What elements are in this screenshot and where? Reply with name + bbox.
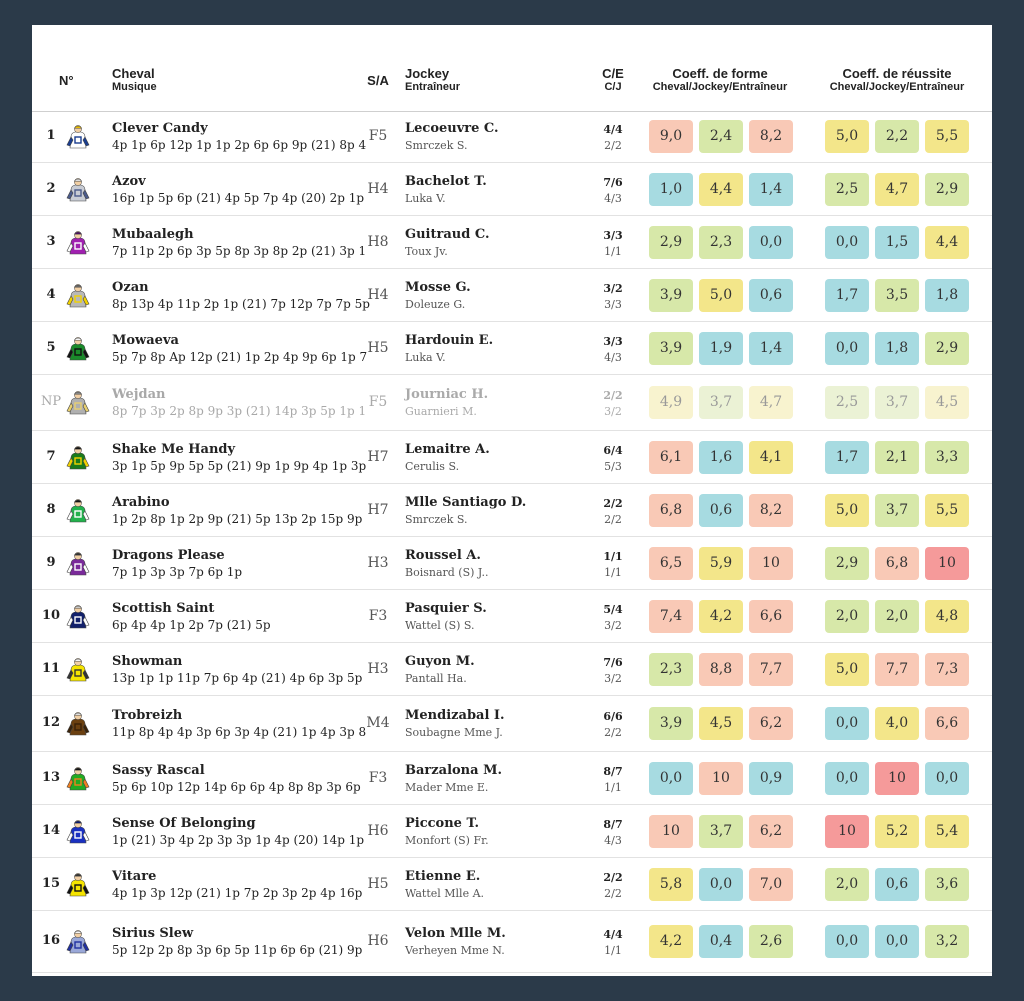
runner-number: 15 [41,876,61,891]
trainer-name[interactable]: Soubagne Mme J. [405,726,503,739]
reussite-coefficient: 5,2 [875,815,919,848]
forme-coefficient: 4,7 [749,386,793,419]
trainer-name[interactable]: Verheyen Mme N. [405,944,505,957]
runner-number: 3 [46,234,56,249]
reussite-coefficient: 2,0 [825,600,869,633]
runner-number: 4 [46,287,56,302]
horse-name[interactable]: Clever Candy [112,121,208,136]
forme-coefficient: 5,0 [699,279,743,312]
forme-coefficient: 7,7 [749,653,793,686]
table-row[interactable] [32,590,992,643]
forme-coefficient: 4,1 [749,441,793,474]
horse-name[interactable]: Mubaalegh [112,227,194,242]
table-row[interactable] [32,696,992,752]
horse-music: 4p 1p 3p 12p (21) 1p 7p 2p 3p 2p 4p 16p [112,886,363,900]
forme-coefficient: 1,4 [749,332,793,365]
grey-yellow-x-silk-icon [65,282,91,308]
header-forme-title: Coeff. de forme [672,66,768,81]
reussite-coefficient: 0,0 [825,226,869,259]
table-row[interactable] [32,269,992,322]
purple-white-silk-icon [65,550,91,576]
header-cheval: Cheval [112,66,155,81]
reussite-coefficient: 7,3 [925,653,969,686]
reussite-coefficient: 0,0 [925,762,969,795]
race-table-panel [32,25,992,976]
forme-coefficient: 0,4 [699,925,743,958]
jockey-name[interactable]: Roussel A. [405,548,481,563]
trainer-name[interactable]: Toux Jv. [405,245,448,258]
table-row[interactable] [32,537,992,590]
table-header [32,25,992,112]
cj-ratio: 1/1 [604,566,622,579]
cj-ratio: 4/3 [604,192,622,205]
forme-coefficient: 8,2 [749,494,793,527]
ce-ratio: 5/4 [603,603,623,616]
forme-coefficient: 2,3 [699,226,743,259]
header-cj: C/J [604,81,622,93]
table-row[interactable] [32,375,992,431]
reussite-coefficient: 3,6 [925,868,969,901]
reussite-coefficient: 1,5 [875,226,919,259]
forme-coefficient: 7,4 [649,600,693,633]
reussite-coefficient: 1,7 [825,441,869,474]
sex-age: H3 [367,661,389,677]
trainer-name[interactable]: Pantall Ha. [405,672,467,685]
horse-name[interactable]: Mowaeva [112,333,179,348]
forme-coefficient: 3,7 [699,386,743,419]
sex-age: H5 [367,340,389,356]
jockey-name[interactable]: Piccone T. [405,816,479,831]
forme-coefficient: 2,9 [649,226,693,259]
navy-white-silk-icon [65,603,91,629]
reussite-coefficient: 2,9 [825,547,869,580]
reussite-coefficient: 5,4 [925,815,969,848]
ce-ratio: 1/1 [603,550,623,563]
ce-ratio: 7/6 [603,656,623,669]
horse-music: 8p 13p 4p 11p 2p 1p (21) 7p 12p 7p 7p 5p [112,297,370,311]
reussite-coefficient: 7,7 [875,653,919,686]
trainer-name[interactable]: Doleuze G. [405,298,466,311]
trainer-name[interactable]: Smrczek S. [405,139,468,152]
table-row[interactable] [32,322,992,375]
jockey-name[interactable]: Lecoeuvre C. [405,121,499,136]
yellow-dots-silk-icon [65,656,91,682]
header-reussite-title: Coeff. de réussite [842,66,952,81]
runner-number: 14 [41,823,61,838]
jockey-name[interactable]: Hardouin E. [405,333,494,348]
forme-coefficient: 4,2 [649,925,693,958]
forme-coefficient: 3,7 [699,815,743,848]
horse-music: 8p 7p 3p 2p 8p 9p 3p (21) 14p 3p 5p 1p 1 [112,404,367,418]
green-yellow-silk-icon [65,444,91,470]
sex-age: F3 [368,608,388,624]
reussite-coefficient: 4,0 [875,707,919,740]
table-row[interactable] [32,643,992,696]
horse-name[interactable]: Showman [112,654,183,669]
jockey-name[interactable]: Mendizabal I. [405,708,505,723]
forme-coefficient: 8,8 [699,653,743,686]
forme-coefficient: 10 [649,815,693,848]
header-entraineur: Entraîneur [405,81,461,93]
horse-name[interactable]: Sirius Slew [112,926,194,941]
jockey-name[interactable]: Velon Mlle M. [405,926,506,941]
reussite-coefficient: 5,5 [925,494,969,527]
horse-name[interactable]: Arabino [112,495,170,510]
trainer-name[interactable]: Smrczek S. [405,513,468,526]
jockey-name[interactable]: Mlle Santiago D. [405,495,527,510]
ce-ratio: 3/3 [603,229,623,242]
sex-age: H7 [367,502,389,518]
jockey-name[interactable]: Guitraud C. [405,227,490,242]
reussite-coefficient: 3,3 [925,441,969,474]
horse-music: 6p 4p 4p 1p 2p 7p (21) 5p [112,618,271,632]
header-forme-sub: Cheval/Jockey/Entraîneur [652,81,788,93]
reussite-coefficient: 0,0 [825,707,869,740]
forme-coefficient: 6,6 [749,600,793,633]
horse-name[interactable]: Trobreizh [112,708,183,723]
horse-music: 1p (21) 3p 4p 2p 3p 3p 1p 4p (20) 14p 1p [112,833,365,847]
forme-coefficient: 6,2 [749,815,793,848]
reussite-coefficient: 4,7 [875,173,919,206]
trainer-name[interactable]: Wattel (S) S. [405,619,475,632]
sex-age: H6 [367,933,389,949]
table-row[interactable] [32,805,992,858]
ce-ratio: 4/4 [603,928,623,941]
runner-number: 8 [46,502,56,517]
reussite-coefficient: 2,0 [875,600,919,633]
forme-coefficient: 7,0 [749,868,793,901]
header-jockey: Jockey [405,66,450,81]
reussite-coefficient: 4,8 [925,600,969,633]
jockey-name[interactable]: Bachelot T. [405,174,487,189]
reussite-coefficient: 0,0 [825,925,869,958]
reussite-coefficient: 1,8 [875,332,919,365]
reussite-coefficient: 4,5 [925,386,969,419]
grey-silk-icon [65,389,91,415]
reussite-coefficient: 0,0 [875,925,919,958]
sex-age: H8 [367,234,389,250]
forme-coefficient: 0,0 [649,762,693,795]
runner-number: 2 [46,181,56,196]
table-row[interactable] [32,752,992,805]
trainer-name[interactable]: Cerulis S. [405,460,460,473]
forme-coefficient: 5,8 [649,868,693,901]
ce-ratio: 6/6 [603,710,623,723]
table-row[interactable] [32,911,992,973]
white-blue-w-icon [65,123,91,149]
forme-coefficient: 9,0 [649,120,693,153]
cj-ratio: 2/2 [604,887,622,900]
horse-music: 7p 1p 3p 3p 7p 6p 1p [112,565,243,579]
cj-ratio: 1/1 [604,781,622,794]
horse-music: 11p 8p 4p 4p 3p 6p 3p 4p (21) 1p 4p 3p 8 [112,725,367,739]
sex-age: H4 [367,181,389,197]
ce-ratio: 2/2 [603,497,623,510]
reussite-coefficient: 3,2 [925,925,969,958]
reussite-coefficient: 5,0 [825,120,869,153]
grey-check-silk-icon [65,176,91,202]
jockey-name[interactable]: Etienne E. [405,869,481,884]
green-orange-silk-icon [65,765,91,791]
reussite-coefficient: 1,8 [925,279,969,312]
trainer-name[interactable]: Monfort (S) Fr. [405,834,489,847]
cj-ratio: 1/1 [604,245,622,258]
reussite-coefficient: 10 [825,815,869,848]
forme-coefficient: 0,9 [749,762,793,795]
sex-age: H6 [367,823,389,839]
cj-ratio: 3/2 [604,619,622,632]
sex-age: F3 [368,770,388,786]
forme-coefficient: 0,0 [699,868,743,901]
forme-coefficient: 4,9 [649,386,693,419]
ce-ratio: 8/7 [603,765,623,778]
forme-coefficient: 2,4 [699,120,743,153]
jockey-name[interactable]: Barzalona M. [405,763,502,778]
horse-music: 7p 11p 2p 6p 3p 5p 8p 3p 8p 2p (21) 3p 1 [112,244,367,258]
sex-age: H5 [367,876,389,892]
reussite-coefficient: 2,0 [825,868,869,901]
horse-name[interactable]: Dragons Please [112,548,225,563]
reussite-coefficient: 3,7 [875,494,919,527]
reussite-coefficient: 0,0 [825,332,869,365]
table-row[interactable] [32,163,992,216]
runner-number: 16 [41,933,61,948]
reussite-coefficient: 5,5 [925,120,969,153]
forme-coefficient: 2,6 [749,925,793,958]
brown-silk-icon [65,710,91,736]
sex-age: M4 [366,715,390,731]
horse-name[interactable]: Shake Me Handy [112,442,236,457]
cj-ratio: 5/3 [604,460,622,473]
sex-age: H4 [367,287,389,303]
runner-number: NP [40,394,62,409]
forme-coefficient: 4,2 [699,600,743,633]
reussite-coefficient: 2,5 [825,386,869,419]
horse-name[interactable]: Scottish Saint [112,601,215,616]
cj-ratio: 2/2 [604,139,622,152]
purple-silk-icon [65,229,91,255]
green-white-silk-icon [65,497,91,523]
cj-ratio: 1/1 [604,944,622,957]
header-ce: C/E [602,66,624,81]
forme-coefficient: 0,0 [749,226,793,259]
horse-music: 16p 1p 5p 6p (21) 4p 5p 7p 4p (20) 2p 1p [112,191,365,205]
sex-age: H7 [367,449,389,465]
forme-coefficient: 0,6 [699,494,743,527]
forme-coefficient: 4,5 [699,707,743,740]
runner-number: 11 [41,661,61,676]
reussite-coefficient: 2,2 [875,120,919,153]
forme-coefficient: 3,9 [649,707,693,740]
table-row[interactable] [32,216,992,269]
sex-age: F5 [368,128,388,144]
reussite-coefficient: 2,9 [925,332,969,365]
runner-number: 5 [46,340,56,355]
horse-name[interactable]: Ozan [112,280,149,295]
horse-music: 4p 1p 6p 12p 1p 1p 2p 6p 6p 9p (21) 8p 4 [112,138,367,152]
forme-coefficient: 10 [699,762,743,795]
reussite-coefficient: 6,6 [925,707,969,740]
runner-number: 1 [46,128,56,143]
table-row[interactable] [32,858,992,911]
reussite-coefficient: 0,0 [825,762,869,795]
trainer-name[interactable]: Mader Mme E. [405,781,489,794]
jockey-name[interactable]: Journiac H. [405,387,489,402]
runner-number: 13 [41,770,61,785]
reussite-coefficient: 5,0 [825,653,869,686]
horse-music: 13p 1p 1p 11p 7p 6p 4p (21) 4p 6p 3p 5p [112,671,363,685]
forme-coefficient: 3,9 [649,279,693,312]
ce-ratio: 4/4 [603,123,623,136]
reussite-coefficient: 10 [925,547,969,580]
ce-ratio: 2/2 [603,871,623,884]
forme-coefficient: 1,6 [699,441,743,474]
reussite-coefficient: 2,5 [825,173,869,206]
forme-coefficient: 10 [749,547,793,580]
header-musique: Musique [112,81,157,93]
forme-coefficient: 6,2 [749,707,793,740]
forme-coefficient: 1,4 [749,173,793,206]
forme-coefficient: 6,5 [649,547,693,580]
cj-ratio: 3/3 [604,298,622,311]
horse-music: 3p 1p 5p 9p 5p 5p (21) 9p 1p 9p 4p 1p 3p [112,459,367,473]
ce-ratio: 2/2 [603,389,623,402]
reussite-coefficient: 3,7 [875,386,919,419]
ce-ratio: 3/2 [603,282,623,295]
jockey-name[interactable]: Guyon M. [405,654,475,669]
cj-ratio: 3/2 [604,672,622,685]
cj-ratio: 4/3 [604,834,622,847]
forme-coefficient: 6,1 [649,441,693,474]
reussite-coefficient: 5,0 [825,494,869,527]
runner-number: 10 [41,608,61,623]
table-row[interactable] [32,111,992,163]
horse-music: 5p 7p 8p Ap 12p (21) 1p 2p 4p 9p 6p 1p 7 [112,350,368,364]
forme-coefficient: 5,9 [699,547,743,580]
reussite-coefficient: 4,4 [925,226,969,259]
cj-ratio: 3/2 [604,405,622,418]
blue-white-silk-icon [65,818,91,844]
table-row[interactable] [32,431,992,484]
horse-music: 5p 6p 10p 12p 14p 6p 6p 4p 8p 8p 3p 6p [112,780,361,794]
cj-ratio: 2/2 [604,513,622,526]
horse-name[interactable]: Azov [112,174,146,189]
forme-coefficient: 1,0 [649,173,693,206]
ce-ratio: 6/4 [603,444,623,457]
trainer-name[interactable]: Boisnard (S) J.. [405,566,489,579]
cj-ratio: 4/3 [604,351,622,364]
table-body [32,111,992,973]
trainer-name[interactable]: Wattel Mlle A. [405,887,485,900]
reussite-coefficient: 2,9 [925,173,969,206]
jockey-name[interactable]: Pasquier S. [405,601,487,616]
green-black-silk-icon [65,335,91,361]
yellow-black-x-silk-icon [65,871,91,897]
ce-ratio: 3/3 [603,335,623,348]
header-sa: S/A [367,73,389,88]
sex-age: H3 [367,555,389,571]
reussite-coefficient: 3,5 [875,279,919,312]
cj-ratio: 2/2 [604,726,622,739]
header-num: N° [59,73,74,88]
trainer-name[interactable]: Guarnieri M. [405,405,477,418]
horse-music: 5p 12p 2p 8p 3p 6p 5p 11p 6p 6p (21) 9p [112,943,363,957]
jockey-name[interactable]: Lemaitre A. [405,442,490,457]
runner-number: 12 [41,715,61,730]
reussite-coefficient: 2,1 [875,441,919,474]
table-row[interactable] [32,484,992,537]
reussite-coefficient: 0,6 [875,868,919,901]
forme-coefficient: 3,9 [649,332,693,365]
runner-number: 9 [46,555,56,570]
forme-coefficient: 8,2 [749,120,793,153]
ce-ratio: 7/6 [603,176,623,189]
trainer-name[interactable]: Luka V. [405,351,446,364]
grey-blue-silk-icon [65,928,91,954]
forme-coefficient: 1,9 [699,332,743,365]
forme-coefficient: 6,8 [649,494,693,527]
horse-name[interactable]: Wejdan [112,387,166,402]
horse-music: 1p 2p 8p 1p 2p 9p (21) 5p 13p 2p 15p 9p [112,512,363,526]
reussite-coefficient: 10 [875,762,919,795]
horse-name[interactable]: Vitare [112,869,157,884]
trainer-name[interactable]: Luka V. [405,192,446,205]
horse-name[interactable]: Sense Of Belonging [112,816,256,831]
forme-coefficient: 2,3 [649,653,693,686]
horse-name[interactable]: Sassy Rascal [112,763,205,778]
forme-coefficient: 0,6 [749,279,793,312]
header-reussite-sub: Cheval/Jockey/Entraîneur [829,81,965,93]
forme-coefficient: 4,4 [699,173,743,206]
jockey-name[interactable]: Mosse G. [405,280,471,295]
ce-ratio: 8/7 [603,818,623,831]
reussite-coefficient: 1,7 [825,279,869,312]
sex-age: F5 [368,394,388,410]
reussite-coefficient: 6,8 [875,547,919,580]
runner-number: 7 [46,449,56,464]
